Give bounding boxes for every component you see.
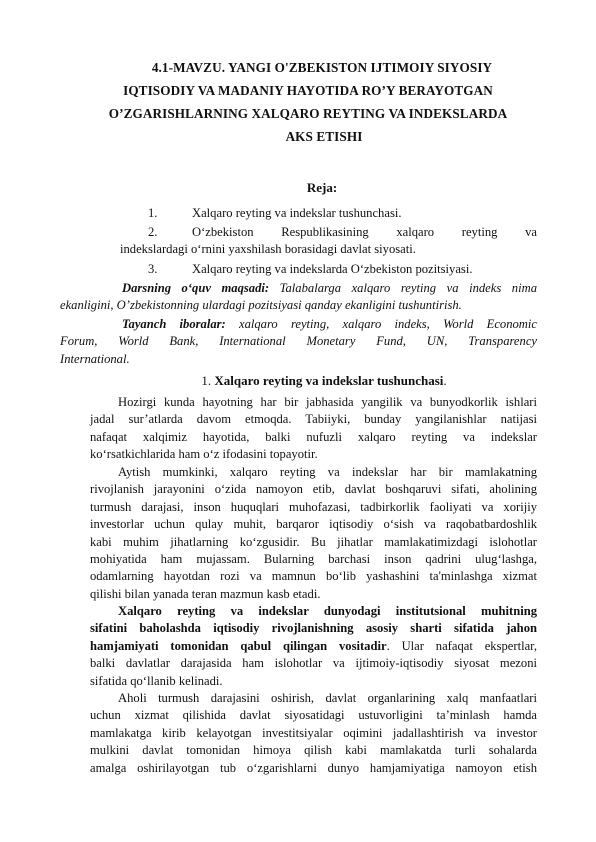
plan-item-2-line-1: [192, 225, 537, 240]
keywords: [60, 316, 537, 368]
goal-line-1: [60, 280, 537, 297]
text-line: Aholi turmush darajasini oshirish, davlat organlarining xalq manfaatlari: [118, 691, 537, 705]
text-line: sifatida qo‘llanib kelinadi.: [90, 673, 223, 688]
text-line: amalga oshirilayotgan tub o‘zgarishlarni dunyo hamjamiyatiga namoyon etish: [90, 760, 537, 775]
title-line-4: AKS ETISHI: [285, 129, 363, 144]
paragraph-3: [90, 603, 537, 690]
plan-heading: Reja:: [306, 180, 338, 195]
keywords-line-1: [60, 316, 537, 333]
goal-label: Darsning o‘quv maqsadi:: [122, 281, 270, 295]
text-line: investorlar uchun qulay muhit, barqaror iqtisodiy o‘sish va raqobatbardoshlik: [90, 517, 537, 532]
text-line: rivojlanish jarayonini o‘zida namoyon etib, davlat boshqaruvi sifati, aholining: [90, 482, 537, 497]
keywords-label: Tayanch iboralar:: [122, 317, 226, 331]
text-line: mamlakatga kirib kelayotgan investitsiyalar oqimini jadallashtirish va investor: [90, 725, 537, 740]
plan-item-text: Xalqaro reyting va indekslar tushunchasi.: [192, 206, 402, 220]
plan-word: O‘zbekiston: [192, 225, 254, 239]
keywords-line-3: International.: [60, 351, 130, 366]
bold-text: hamjamiyati tomonidan qabul qilingan vositadir: [90, 638, 387, 653]
plan-word: reyting: [461, 225, 498, 239]
plan-item-2-line-2: indekslardagi o‘rnini yaxshilash borasidagi davlat siyosati.: [120, 242, 416, 256]
goal-text: Talabalarga xalqaro reyting va indeks nima: [269, 281, 537, 295]
text-line: uchun xizmat qilishida davlat siyosatidagi ustuvorligini ta’minlash hamda: [90, 708, 537, 723]
text-line: turmush darajasi, inson huquqlari muhofazasi, tadbirkorlik faoliyati va xorijiy: [90, 499, 537, 514]
text-line: sifatini baholashda iqtisodiy rivojlanishning asosiy sharti sifatida jahon: [90, 621, 537, 636]
plan-item-number: 3.: [148, 262, 158, 276]
paragraph-2: [90, 464, 537, 603]
text-line: Aytish mumkinki, xalqaro reyting va indekslar har bir mamlakatning: [118, 465, 537, 479]
plan-item-number: 2.: [148, 225, 158, 239]
text-line: kabi muhim jihatlarning ko‘zgusidir. Bu jihatlar mamlakatimizdagi islohotlar: [90, 534, 537, 549]
text-line: ko‘rsatkichlarida ham o‘z ifodasini topayotir.: [90, 447, 318, 462]
section-number: 1.: [201, 373, 212, 388]
section-dot: .: [443, 373, 447, 388]
paragraph-1: [90, 394, 537, 464]
keywords-text: xalqaro reyting, xalqaro indeks, World Economic: [225, 317, 537, 331]
text-line: qilishi bilan yanada teran mazmun kasb etadi.: [90, 586, 321, 601]
plan-item-number: 1.: [148, 206, 158, 220]
text-line: jadal sur’atlarda davom etmoqda. Tabiiyki, bunday yangilanishlar natijasi: [90, 412, 537, 427]
title-line-2: IQTISODIY VA MADANIY HAYOTIDA RO’Y BERAYOTGAN: [123, 83, 493, 98]
text-line: Xalqaro reyting va indekslar dunyodagi institutsional muhitning: [118, 604, 537, 618]
plain-text: . Ular nafaqat ekspertlar,: [386, 638, 537, 653]
plan-word: Respublikasining: [281, 225, 369, 239]
plan-item-text: Xalqaro reyting va indekslarda O‘zbekiston pozitsiyasi.: [192, 262, 473, 276]
title-line-1: 4.1-MAVZU. YANGI O'ZBEKISTON IJTIMOIY SIYOSIY: [151, 60, 493, 75]
goal-line-2: ekanligini, O’zbekistonning ulardagi pozitsiyasi qanday ekanligini tushuntirish.: [60, 298, 462, 313]
text-line: nafaqat xalqimiz hayotida, balki nufuzli xalqaro reyting va indekslar: [90, 429, 537, 444]
plan-word: xalqaro: [396, 225, 435, 239]
text-line: odamlarning hayotdan rozi va mamnun bo‘lib yashashini ta'minlashga xizmat: [90, 569, 537, 584]
text-line: [90, 638, 537, 655]
paragraph-4: [90, 690, 537, 777]
text-line: mohiyatida ham mujassam. Bularning barchasi inson qadrini ulug‘lashga,: [90, 552, 537, 567]
title-line-3: O’ZGARISHLARNING XALQARO REYTING VA INDEKSLARDA: [108, 106, 508, 121]
plan-word: va: [525, 225, 537, 239]
section-title: Xalqaro reyting va indekslar tushunchasi: [211, 373, 444, 388]
text-line: balki davlatlar darajasida ham islohotlar va ijtimoiy-iqtisodiy siyosat mezoni: [90, 656, 537, 671]
text-line: Hozirgi kunda hayotning har bir jabhasida yangilik va bunyodkorlik ishlari: [118, 395, 537, 409]
section-heading: [26, 373, 596, 389]
lesson-goal: [60, 280, 537, 315]
keywords-line-2: Forum, World Bank, International Monetary Fund, UN, Transparency: [60, 334, 537, 349]
text-line: mulkini davlat tomonidan himoya qilish kabi mamlakatda turli sohalarda: [90, 743, 537, 758]
